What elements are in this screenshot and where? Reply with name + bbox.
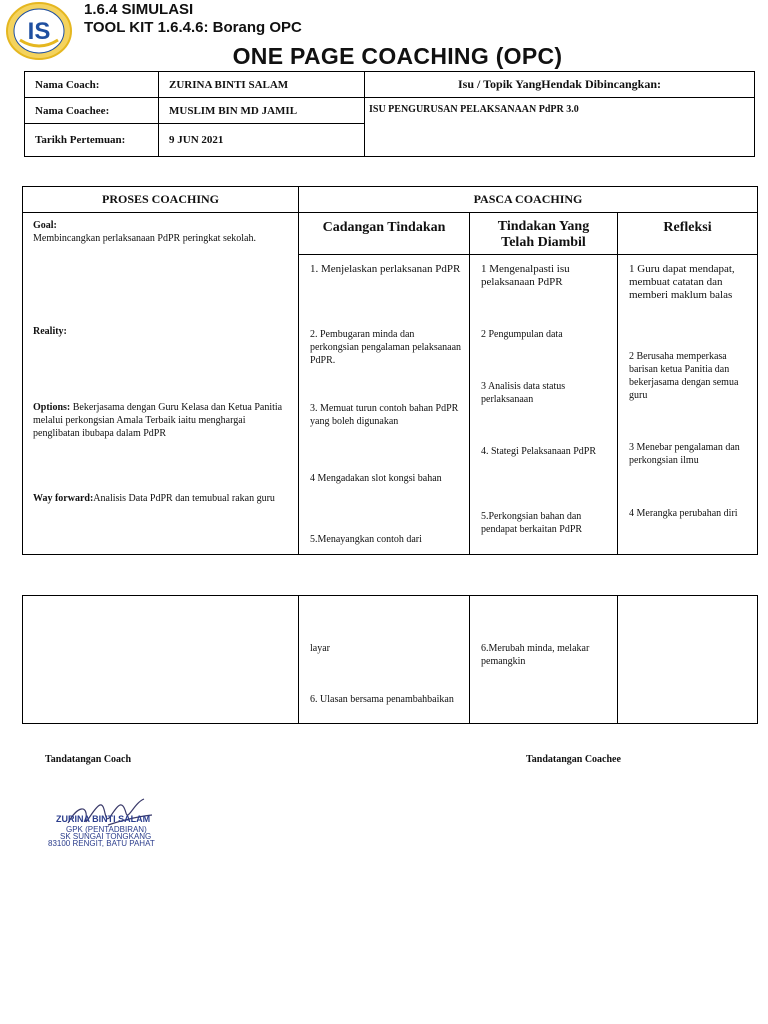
refleksi-cell bbox=[618, 255, 758, 555]
tindakan-item: 4. Stategi Pelaksanaan PdPR bbox=[481, 446, 596, 457]
cadangan-cell bbox=[299, 255, 470, 555]
coachee-signature-label: Tandatangan Coachee bbox=[526, 754, 621, 765]
cadangan-item: 2. Pembugaran minda dan perkongsian pengalaman pelaksanaan PdPR. bbox=[310, 329, 462, 366]
continuation-tindakan-cell bbox=[470, 596, 618, 724]
coachee-value: MUSLIM BIN MD JAMIL bbox=[159, 98, 365, 124]
options-label: Options: bbox=[33, 402, 71, 413]
goal-text: Membincangkan perlaksanaan PdPR peringkat sekolah. bbox=[33, 233, 256, 244]
refleksi-item: 2 Berusaha memperkasa barisan ketua Panitia dan bekerjasama dengan semua guru bbox=[629, 351, 739, 401]
cadangan-item: 3. Memuat turun contoh bahan PdPR yang boleh digunakan bbox=[310, 403, 459, 427]
coach-signature-label: Tandatangan Coach bbox=[45, 754, 132, 765]
cadangan-item: 1. Menjelaskan perlaksanan PdPR bbox=[310, 263, 461, 275]
way-forward-label: Way forward: bbox=[33, 493, 94, 504]
cadangan-item: 4 Mengadakan slot kongsi bahan bbox=[310, 473, 442, 484]
stamp-school: SK SUNGAI TONGKANG bbox=[60, 832, 152, 841]
col-tindakan-line1: Tindakan Yang bbox=[497, 219, 590, 234]
way-forward-text: Analisis Data PdPR dan temubual rakan guru bbox=[93, 493, 275, 504]
tindakan-item: 6.Merubah minda, melakar pemangkin bbox=[481, 643, 590, 667]
options-text: Bekerjasama dengan Guru Kelasa dan Ketua Panitia melalui perkongsian Amala Terbaik iaitu menghargai penglibatan ibubapa dalam PdPR bbox=[33, 402, 283, 439]
options-block bbox=[33, 401, 292, 440]
cadangan-item: 5.Menayangkan contoh dari bbox=[310, 534, 422, 545]
pasca-coaching-header: PASCA COACHING bbox=[299, 187, 758, 213]
section-heading: 1.6.4 SIMULASI bbox=[84, 1, 194, 18]
tindakan-item: 5.Perkongsian bahan dan pendapat berkaitan PdPR bbox=[481, 511, 583, 535]
col-tindakan-line2: Telah Diambil bbox=[501, 235, 586, 250]
proses-coaching-content bbox=[23, 213, 299, 555]
coachee-label: Nama Coachee: bbox=[25, 98, 159, 124]
refleksi-item: 4 Merangka perubahan diri bbox=[629, 508, 738, 519]
continuation-refleksi-cell bbox=[618, 596, 758, 724]
col-refleksi: Refleksi bbox=[618, 213, 758, 255]
info-table bbox=[24, 71, 755, 157]
tindakan-item: 2 Pengumpulan data bbox=[481, 329, 563, 340]
stamp-role: GPK (PENTADBIRAN) bbox=[66, 825, 147, 834]
tindakan-cell bbox=[470, 255, 618, 555]
proses-coaching-header: PROSES COACHING bbox=[23, 187, 299, 213]
coach-value: ZURINA BINTI SALAM bbox=[159, 72, 365, 98]
stamp-name: ZURINA BINTI SALAM bbox=[56, 814, 151, 824]
coach-label: Nama Coach: bbox=[25, 72, 159, 98]
col-cadangan-tindakan: Cadangan Tindakan bbox=[299, 213, 470, 255]
col-tindakan-diambil bbox=[470, 213, 618, 255]
continuation-cadangan-cell bbox=[299, 596, 470, 724]
cadangan-item: layar bbox=[310, 643, 330, 654]
way-forward-block bbox=[33, 492, 292, 505]
coaching-table bbox=[22, 186, 758, 555]
tindakan-item: 1 Mengenalpasti isu pelaksanaan PdPR bbox=[481, 263, 570, 288]
cadangan-item: 6. Ulasan bersama penambahbaikan bbox=[310, 694, 454, 705]
issue-value: ISU PENGURUSAN PELAKSANAAN PdPR 3.0 bbox=[365, 98, 755, 157]
coach-signature-stamp bbox=[48, 795, 178, 850]
goal-block bbox=[33, 219, 292, 245]
continuation-proses-cell bbox=[23, 596, 299, 724]
stamp-address: 83100 RENGIT, BATU PAHAT bbox=[48, 839, 155, 848]
continuation-table bbox=[22, 595, 758, 724]
goal-label: Goal: bbox=[33, 220, 57, 231]
date-value: 9 JUN 2021 bbox=[159, 124, 365, 157]
date-label: Tarikh Pertemuan: bbox=[25, 124, 159, 157]
refleksi-item: 1 Guru dapat mendapat, membuat catatan dan memberi maklum balas bbox=[629, 263, 735, 301]
reality-label: Reality: bbox=[33, 326, 67, 337]
svg-text:IS: IS bbox=[27, 18, 51, 45]
tindakan-item: 3 Analisis data status perlaksanaan bbox=[481, 381, 566, 405]
page-title: ONE PAGE COACHING (OPC) bbox=[232, 43, 563, 69]
toolkit-heading: TOOL KIT 1.6.4.6: Borang OPC bbox=[84, 19, 302, 36]
issue-label: Isu / Topik YangHendak Dibincangkan: bbox=[365, 72, 755, 98]
refleksi-item: 3 Menebar pengalaman dan perkongsian ilmu bbox=[629, 442, 740, 466]
